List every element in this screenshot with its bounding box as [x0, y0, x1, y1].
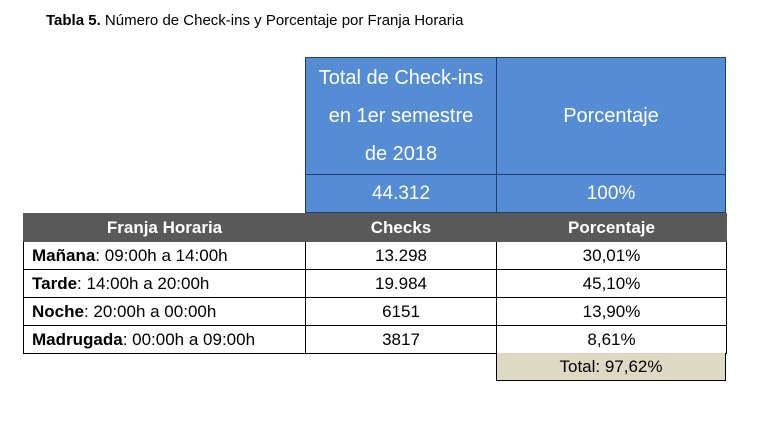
table-row: [24, 326, 727, 354]
header-porcentaje: Porcentaje: [497, 214, 727, 242]
row-franja-cell: [24, 270, 306, 298]
total-percent-cell: Total: 97,62%: [496, 353, 726, 381]
table-header-row: [24, 214, 727, 242]
table-caption: [46, 12, 463, 29]
summary-percent-value: 100%: [496, 174, 726, 213]
summary-header-percent: [496, 57, 726, 175]
row-franja-cell: [24, 298, 306, 326]
row-franja-cell: [24, 242, 306, 270]
row-franja-range: : 09:00h a 14:00h: [95, 245, 228, 265]
caption-label: Tabla 5.: [46, 12, 101, 29]
row-percent: 45,10%: [497, 270, 727, 298]
summary-header-total: [305, 57, 497, 175]
summary-header-total-text: Total de Check-ins en 1er semestre de 2018: [318, 67, 484, 165]
row-checks: 3817: [306, 326, 497, 354]
row-checks: 19.984: [306, 270, 497, 298]
header-franja: Franja Horaria: [24, 214, 306, 242]
row-franja-name: Mañana: [32, 245, 96, 265]
table-row: [24, 270, 727, 298]
row-percent: 30,01%: [497, 242, 727, 270]
row-franja-name: Noche: [32, 301, 84, 321]
row-percent: 8,61%: [497, 326, 727, 354]
row-franja-name: Tarde: [32, 273, 78, 293]
summary-total-value: 44.312: [305, 174, 497, 213]
row-franja-name: Madrugada: [32, 329, 123, 349]
row-checks: 13.298: [306, 242, 497, 270]
table-row: [24, 298, 727, 326]
row-franja-range: : 00:00h a 09:00h: [122, 329, 256, 349]
row-checks: 6151: [306, 298, 497, 326]
checkins-table: [23, 213, 727, 354]
summary-header-percent-text: Porcentaje: [563, 105, 659, 127]
table-row: [24, 242, 727, 270]
caption-text: Número de Check-ins y Porcentaje por Franja Horaria: [104, 12, 464, 29]
row-franja-range: : 14:00h a 20:00h: [77, 273, 210, 293]
row-franja-range: : 20:00h a 00:00h: [83, 301, 217, 321]
row-franja-cell: [24, 326, 306, 354]
row-percent: 13,90%: [497, 298, 727, 326]
header-checks: Checks: [306, 214, 497, 242]
